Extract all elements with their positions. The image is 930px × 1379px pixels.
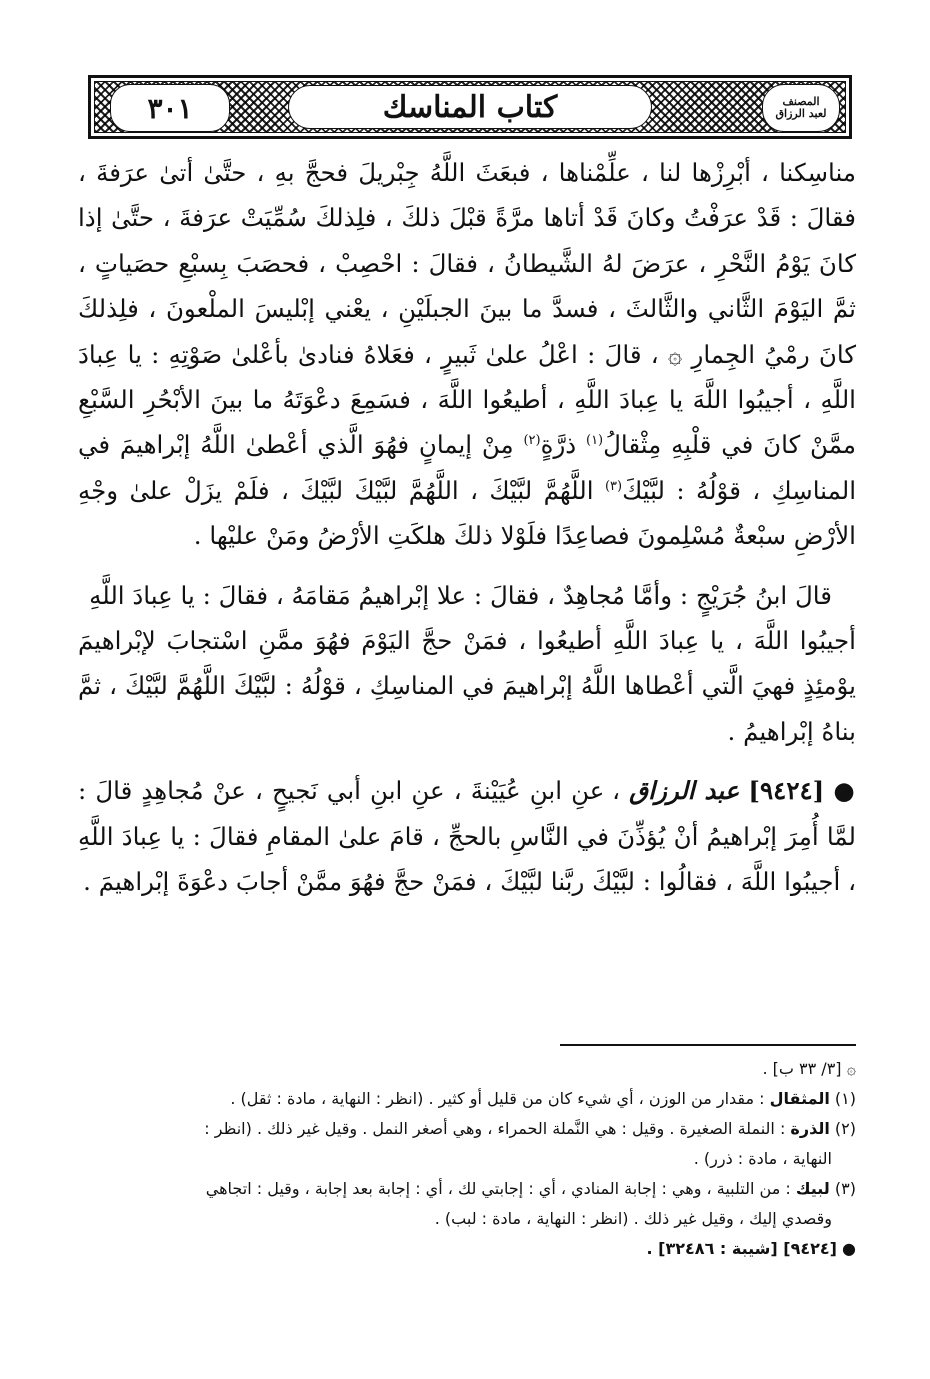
chapter-title: كتاب المناسك [382,89,558,125]
footnote-ref-3[interactable]: (٣) [604,478,623,494]
page-header [88,75,852,139]
logo-top-text: المصنف [782,95,820,109]
footnote-text: : مقدار من الوزن ، أي شيء كان من قليل أو كثير . (انظر : النهاية ، مادة : ثقل) . [230,1089,765,1108]
footnote-2-cont: النهاية ، مادة : ذرر) . [693,1149,832,1168]
text-line: قالَ : اعْلُ علىٰ ثَبيرٍ ، فعَلاهُ فنادىٰ بأعْلىٰ صَوْتِهِ : يا عِبادَ اللَّهِ ، أجيبُوا اللَّهَ يا عِبادَ اللَّهِ ، [78,339,856,415]
hadith-number: [٩٤٢٤] [748,776,825,806]
source-text: [٩٤٢٤] [شيبة : ٣٢٤٨٦] . [646,1239,837,1258]
text-line: قالَ ابنُ جُرَيْجٍ : وأمَّا مُجاهِدٌ ، فقالَ : علا إبْراهيمُ مَقامَهُ ، فقالَ : يا عِبادَ اللَّهِ [89,580,832,610]
source-bullet: ● [842,1239,856,1258]
logo-bottom-text: لعبد الرزاق [775,107,827,120]
footnote-term: لبيك [795,1179,830,1198]
book-logo [762,84,840,132]
text-line: فهيَ الَّتي أعْطاها اللَّهُ إبْراهيمَ في المناسِكِ ، قوْلُهُ : لبَّيْكَ اللَّهُمَّ لبَّيْكَ ، ثمَّ بناهُ [78,671,856,746]
footnote-term: الذرة [790,1119,830,1138]
footnote-separator [560,1044,856,1046]
text-line: فقالُوا : لبَّيْكَ ربَّنا لبَّيْكَ ، فمَنْ حجَّ فهُوَ ممَّنْ أجابَ دعْوَةَ إبْراهيمَ . [83,867,718,897]
text-line: اللَّهُمَّ لبَّيْكَ ، اللَّهُمَّ [408,475,605,505]
text-line: عرَفْتُ وكانَ قَدْ أتاها مرَّةً قبْلَ ذلكَ ، فلِذلكَ سُمِّيَتْ عرَفةَ ، حتَّىٰ إذا كانَ يَوْمُ النَّحْرِ ، [78,203,857,278]
hadith-narrator: عبد الرزاق [629,776,740,806]
footnote-3 [78,1174,856,1204]
source-reference [78,1234,856,1264]
footnote-text: : من التلبية ، وهي : إجابة المنادي ، أي : إجابتي لك ، أي : إجابة بعد إجابة ، وقيل : اتجاهي [205,1179,791,1198]
text-line: والثَّالثَ ، فسدَّ ما بينَ الجبلَيْنِ ، يعْني إبْليسَ الملْعونَ ، فلِذلكَ كانَ رمْيُ الجِمارِ ۞ ، [78,294,856,369]
text-line: ، عنِ ابنِ عُيَيْنةَ ، عنِ ابنِ أبي نَجيحٍ ، عنْ مُجاهِدٍ قالَ : لمَّا أُمِرَ [78,776,856,851]
text-line: لبَّيْكَ لبَّيْكَ ، فلَمْ يزَلْ علىٰ وجْهِ الأرْضِ سبْعةٌ مُسْلِمونَ فصاعِدًا فلَوْلا ذلكَ هلكَتِ [78,475,856,551]
hadith-bullet: ● [833,776,856,806]
text-line: مِنْ [481,430,524,460]
main-text [78,150,856,905]
footnote-1 [78,1084,856,1114]
footnote-term: المثقال [769,1089,830,1108]
page-number-box [110,84,230,132]
footnote-2 [78,1114,856,1144]
text-line: أطيعُوا اللَّهَ ، فسَمِعَ دعْوَتَهُ ما بينَ الأبْحُرِ السَّبْعِ ممَّنْ كانَ في قلْبِهِ مِثْقالُ [78,385,856,460]
text-line: إبْراهيمُ أنْ يُؤذِّنَ في النَّاسِ بالحجِّ ، قامَ علىٰ المقامِ فقالَ : يا عِبادَ اللَّهِ ، أجيبُوا اللَّهَ ، [78,821,856,897]
chapter-title-box [288,85,652,129]
text-line: إيمانٍ فهُوَ الَّذي أعْطىٰ اللَّهُ إبْراهيمَ في المناسِكِ ، قوْلُهُ : لبَّيْكَ [78,430,856,505]
text-line: الأرْضُ ومَنْ عليْها . [193,521,380,551]
text-line: إبْراهيمُ . [727,716,814,746]
paragraph-2-cont [78,618,856,754]
text-line: ذرَّةٍ [540,430,586,460]
page-number: ٣٠١ [147,91,193,125]
hadith-entry [78,768,856,904]
footnote-number: (٢) [834,1119,856,1138]
paragraph-1 [78,150,856,559]
footnote-ref-2[interactable]: (٢) [523,433,541,449]
footnote-number: (١) [834,1089,856,1108]
footnote-ref-1[interactable]: (١) [585,433,604,449]
text-line: مناسِكنا ، أبْرِزْها لنا ، علِّمْناها ، فبعَثَ اللَّهُ جِبْريلَ فحجَّ بهِ ، حتَّىٰ أتىٰ عرَفةَ ، فقالَ : قَدْ [78,158,856,233]
text-line: أجيبُوا اللَّهَ ، يا عِبادَ اللَّهِ أطيعُوا ، فمَنْ حجَّ اليَوْمَ فهُوَ ممَّنِ اسْتجابَ لإبْراهيمَ يوْمئِذٍ [78,626,856,701]
paragraph-2 [78,573,856,618]
footnote-number: (٣) [834,1179,856,1198]
footnote-3-cont: وقصدي إليك ، وقيل غير ذلك . (انظر : النهاية ، مادة : لبب) . [434,1209,832,1228]
folio-marker: ۞ [٣/ ٣٣ ب] . [762,1059,856,1078]
footnotes [78,1054,856,1264]
footnote-text: : النملة الصغيرة . وقيل : هي النَّملة الحمراء ، وهي أصغر النمل . وقيل غير ذلك . (انظر : [204,1119,786,1138]
text-line: عرَضَ لهُ الشَّيطانُ ، فقالَ : احْصِبْ ، فحصَبَ بِسبْعِ حصَياتٍ ، ثمَّ اليَوْمَ الثَّاني [78,248,857,324]
